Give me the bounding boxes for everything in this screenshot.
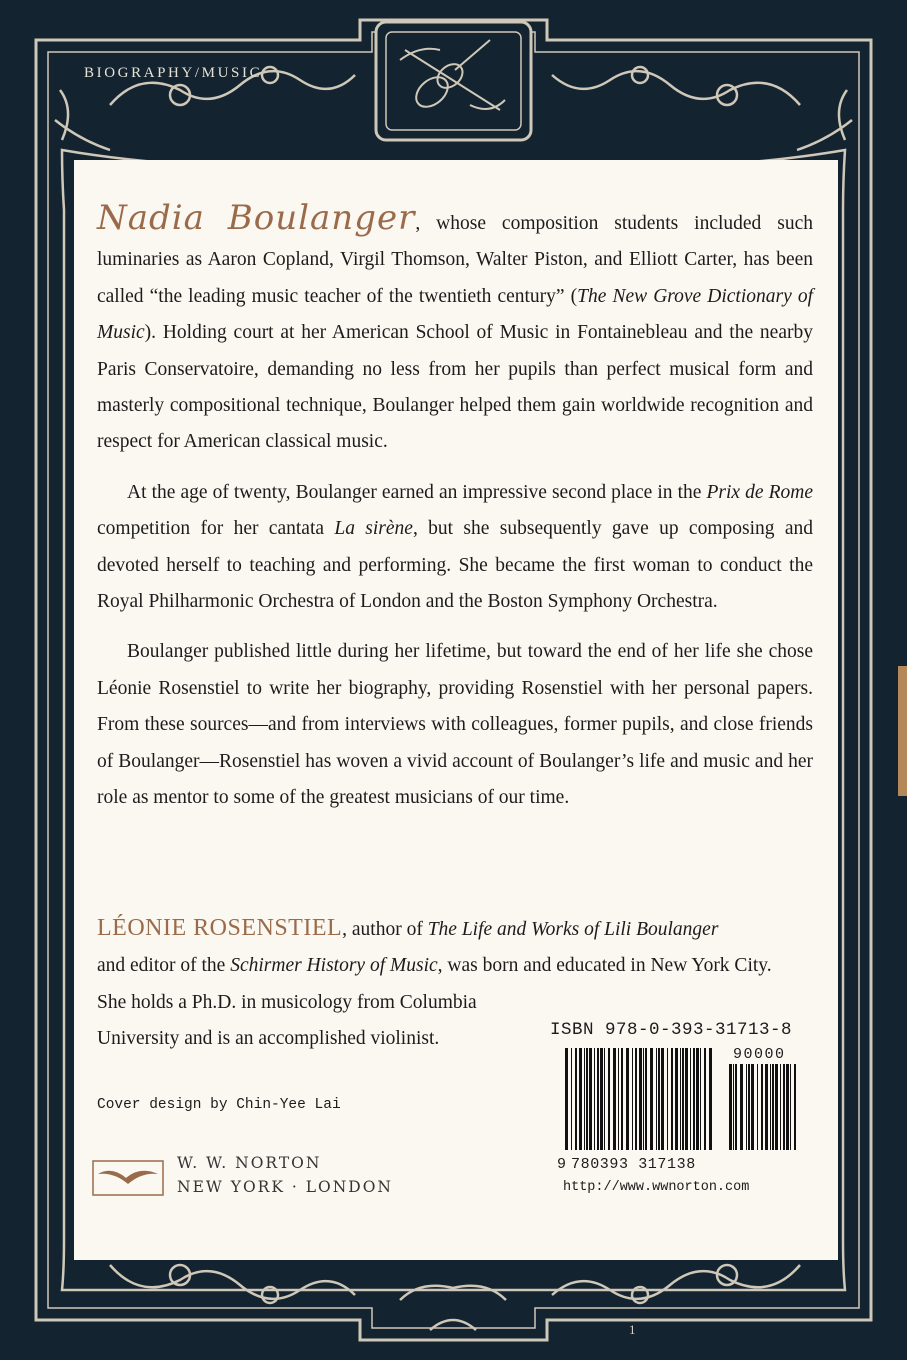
isbn-text: ISBN 978-0-393-31713-8 xyxy=(550,1020,793,1040)
description-paragraph-2: At the age of twenty, Boulanger earned an impressive second place in the Prix de Rome competition for her cantata La sirène, but she subsequently gave up composing and devoted herself to teaching and performing. She became the first woman to conduct the Royal Philharmonic Orchestra of London and the Boston Symphony Orchestra. xyxy=(97,481,813,613)
barcode-digits: 780393 317138 xyxy=(571,1156,696,1173)
barcode-bar xyxy=(661,1048,664,1150)
barcode-lead-digit: 9 xyxy=(557,1156,567,1173)
barcode-bar xyxy=(786,1064,789,1150)
barcode-bar xyxy=(658,1048,660,1150)
barcode-bar xyxy=(613,1048,616,1150)
barcode-bar xyxy=(682,1048,684,1150)
barcode-bar xyxy=(733,1064,734,1150)
barcode-addon-digits: 90000 xyxy=(733,1046,786,1063)
publisher-url: http://www.wwnorton.com xyxy=(563,1180,750,1195)
barcode-bar xyxy=(772,1064,774,1150)
barcode-bar xyxy=(693,1048,695,1150)
publisher-imprint xyxy=(92,1154,422,1202)
barcode-bar xyxy=(783,1064,785,1150)
description xyxy=(97,200,813,817)
description-paragraph-3: Boulanger published little during her lifetime, but toward the end of her life she chose Léonie Rosenstiel to write her biography, providing Rosenstiel with her personal papers. From these sources—and from interviews with colleagues, former pupils, and close friends of Boulanger—Rosenstiel has woven a vivid account of Boulanger’s life and music and her role as mentor to some of the greatest musicians of our time. xyxy=(97,641,813,809)
barcode-bar xyxy=(589,1048,592,1150)
author-bio-line-4: University and is an accomplished violinist. xyxy=(97,1028,440,1050)
barcode-bar xyxy=(643,1048,644,1150)
barcode-bar xyxy=(790,1064,791,1150)
barcode-bar xyxy=(770,1064,771,1150)
barcode-bar xyxy=(794,1064,796,1150)
barcode-bar xyxy=(584,1048,585,1150)
barcode-bar xyxy=(635,1048,637,1150)
barcode-bar xyxy=(690,1048,691,1150)
barcode-bar xyxy=(696,1048,699,1150)
barcode-bar xyxy=(632,1048,633,1150)
author-name: LÉONIE ROSENSTIEL xyxy=(97,915,343,941)
barcode xyxy=(557,1046,803,1174)
barcode-bar xyxy=(604,1048,605,1150)
barcode-bar xyxy=(709,1048,712,1150)
barcode-bar xyxy=(645,1048,647,1150)
barcode-bar xyxy=(735,1064,737,1150)
barcode-bar xyxy=(775,1064,778,1150)
barcode-bar xyxy=(671,1048,673,1150)
barcode-bar xyxy=(748,1064,750,1150)
barcode-bar xyxy=(597,1048,599,1150)
author-bio-line-1: LÉONIE ROSENSTIEL, author of The Life and Works of Lili Boulanger xyxy=(97,915,719,941)
barcode-bar xyxy=(656,1048,657,1150)
barcode-bar xyxy=(757,1064,758,1150)
barcode-bar xyxy=(667,1048,668,1150)
barcode-bar xyxy=(746,1064,747,1150)
barcode-bar xyxy=(571,1048,572,1150)
barcode-bar xyxy=(650,1048,653,1150)
category-label: BIOGRAPHY/MUSIC xyxy=(84,65,263,81)
barcode-bar xyxy=(586,1048,588,1150)
barcode-bar xyxy=(780,1064,781,1150)
barcode-bar xyxy=(594,1048,595,1150)
edge-color-tab xyxy=(898,666,907,796)
cover-design-credit: Cover design by Chin-Yee Lai xyxy=(97,1097,341,1113)
barcode-bar xyxy=(685,1048,688,1150)
barcode-bar xyxy=(680,1048,681,1150)
barcode-bar xyxy=(639,1048,642,1150)
barcode-bar xyxy=(700,1048,701,1150)
description-paragraph-1: Nadia Boulanger, whose composition students included such luminaries as Aaron Copland, Virgil Thomson, Walter Piston, and Elliott Carter, has been called “the leading music teacher of the twentieth century” (The New Grove Dictionary of Music). Holding court at her American School of Music in Fontainebleau and the nearby Paris Conservatoire, demanding no less from her pupils than perfect musical form and masterly compositional technique, Boulanger helped them gain worldwide recognition and respect for American classical music. xyxy=(97,198,813,453)
barcode-bar xyxy=(565,1048,568,1150)
barcode-bar xyxy=(740,1064,743,1150)
barcode-bar xyxy=(600,1048,603,1150)
barcode-bar xyxy=(618,1048,619,1150)
seagull-logo-icon xyxy=(92,1160,164,1196)
barcode-bar xyxy=(765,1064,768,1150)
publisher-name: W. W. NORTON xyxy=(177,1154,322,1172)
barcode-bar xyxy=(761,1064,763,1150)
barcode-bar xyxy=(729,1064,732,1150)
page-number: 1 xyxy=(629,1322,636,1337)
barcode-bar xyxy=(626,1048,629,1150)
publisher-cities: NEW YORK · LONDON xyxy=(177,1178,393,1196)
barcode-bar xyxy=(675,1048,678,1150)
barcode-bar xyxy=(704,1048,706,1150)
barcode-bar xyxy=(608,1048,610,1150)
barcode-bar xyxy=(579,1048,582,1150)
barcode-bar xyxy=(575,1048,577,1150)
subject-name: Nadia Boulanger xyxy=(97,198,416,238)
barcode-bar xyxy=(621,1048,623,1150)
author-bio-line-2: and editor of the Schirmer History of Music, was born and educated in New York City. xyxy=(97,955,772,977)
author-bio-line-3: She holds a Ph.D. in musicology from Columbia xyxy=(97,991,477,1013)
barcode-bar xyxy=(751,1064,754,1150)
